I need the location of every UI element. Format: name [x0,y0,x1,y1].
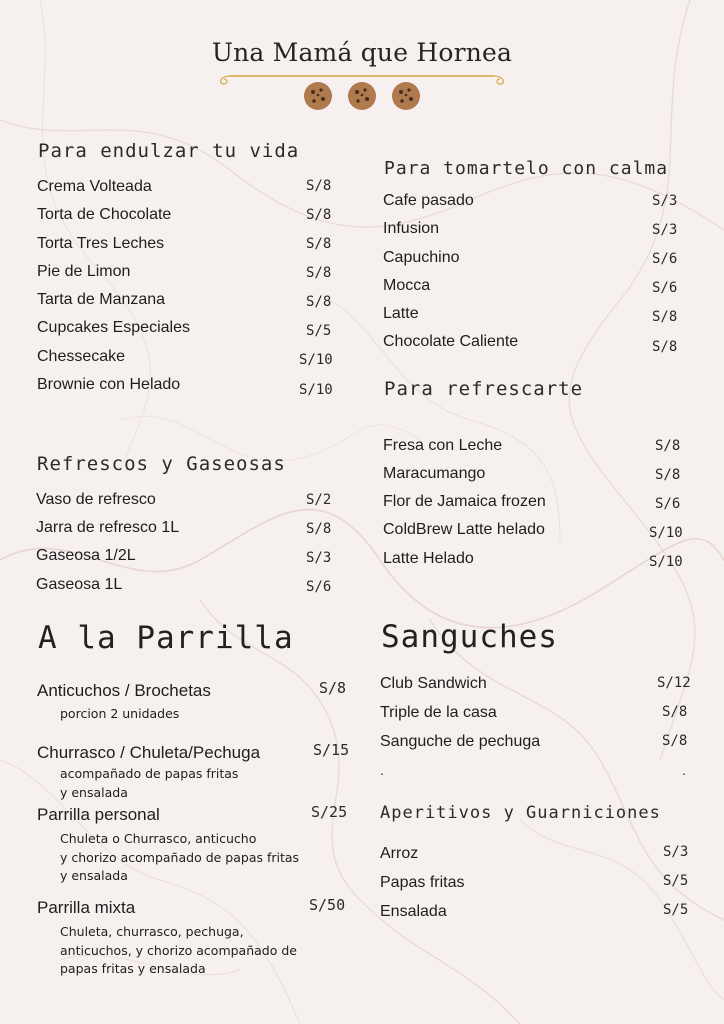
menu-item-name: Vaso de refresco [36,491,156,508]
menu-item-price: S/3 [663,844,689,860]
menu-item-price: S/6 [652,280,678,296]
menu-item-name: Ensalada [380,903,447,920]
menu-item-name: Sanguche de pechuga [380,733,541,750]
section-heading-frias: Para refrescarte [384,378,584,400]
menu-item-name: Maracumango [383,465,486,482]
menu-item-name: Latte [383,305,419,322]
menu-item-name: Tarta de Manzana [37,291,166,308]
menu-item-name: Fresa con Leche [383,437,503,454]
menu-item-price: S/10 [299,352,333,368]
section-heading-sanguches: Sanguches [381,619,558,655]
menu-item-price: S/5 [306,323,332,339]
menu-item-name: Pie de Limon [37,263,131,280]
menu-item-name: Parrilla personal [37,805,160,824]
menu-item-price: S/2 [306,492,332,508]
menu-item-price: S/8 [652,309,678,325]
menu-item-price: S/25 [311,803,348,821]
menu-item-price: S/3 [652,193,678,209]
menu-item-description: anticuchos, y chorizo acompañado de [60,943,297,958]
menu-item-name: Chocolate Caliente [383,333,519,350]
cookie-icon [348,82,376,110]
menu-item-name: Latte Helado [383,550,474,567]
menu-item-name: Capuchino [383,249,460,266]
menu-item-description: porcion 2 unidades [60,706,180,721]
menu-item-description: Chuleta o Churrasco, anticucho [60,831,257,846]
menu-item-name: Brownie con Helado [37,376,181,393]
menu-item-price: S/6 [306,579,332,595]
menu-item-name: Chessecake [37,348,126,365]
menu-item-price: S/3 [652,222,678,238]
menu-item-description: papas fritas y ensalada [60,961,206,976]
menu-item-name: Papas fritas [380,874,465,891]
menu-item-price: S/8 [306,207,332,223]
menu-item-price: S/8 [662,704,688,720]
section-heading-postres: Para endulzar tu vida [38,140,300,162]
menu-item-name: Jarra de refresco 1L [36,519,180,536]
cookie-icons [302,80,424,112]
menu-item-name: Triple de la casa [380,704,497,721]
menu-item-price: S/6 [652,251,678,267]
menu-item-price: S/15 [313,741,350,759]
menu-item-price: S/8 [306,265,332,281]
menu-item-price: S/5 [663,873,689,889]
menu-item-name: Flor de Jamaica frozen [383,493,546,510]
menu-item-price: S/3 [306,550,332,566]
menu-item-name: Crema Volteada [37,178,152,195]
menu-item-price: S/8 [662,733,688,749]
menu-item-description: y ensalada [60,785,128,800]
section-heading-calientes: Para tomartelo con calma [384,158,669,179]
menu-item-name: Cupcakes Especiales [37,319,190,336]
menu-item-name: Gaseosa 1/2L [36,547,136,564]
menu-item-name: Mocca [383,277,431,294]
menu-item-price: S/8 [655,438,681,454]
menu-item-name: Torta de Chocolate [37,206,172,223]
cookie-icon [392,82,420,110]
menu-item-name: Parrilla mixta [37,898,136,917]
menu-item-description: y chorizo acompañado de papas fritas [60,850,300,865]
menu-item-price: S/8 [652,339,678,355]
menu-item-price: S/6 [655,496,681,512]
menu-item-price: S/8 [655,467,681,483]
menu-item-price: S/8 [306,294,332,310]
menu-item-name: Arroz [380,845,419,862]
menu-item-name: Churrasco / Chuleta/Pechuga [37,743,261,762]
menu-item-price: S/50 [309,896,346,914]
menu-item-name: Cafe pasado [383,192,474,209]
menu-item-description: acompañado de papas fritas [60,766,239,781]
menu-item-price: S/8 [306,521,332,537]
placeholder-dot: . [682,762,686,778]
menu-item-description: Chuleta, churrasco, pechuga, [60,924,244,939]
menu-item-price: S/8 [306,178,332,194]
menu-item-name: Torta Tres Leches [37,235,165,252]
menu-item-name: Anticuchos / Brochetas [37,681,211,700]
section-heading-aperitivos: Aperitivos y Guarniciones [380,803,661,823]
menu-item-name: ColdBrew Latte helado [383,521,545,538]
cookie-icon [304,82,332,110]
menu-item-price: S/5 [663,902,689,918]
menu-item-name: Infusion [383,220,440,237]
menu-item-name: Gaseosa 1L [36,576,123,593]
menu-item-price: S/8 [319,679,347,697]
menu-item-description: y ensalada [60,868,128,883]
menu-item-name: Club Sandwich [380,675,487,692]
placeholder-dot: . [380,762,384,778]
menu-item-price: S/10 [299,382,333,398]
menu-item-price: S/10 [649,554,683,570]
section-heading-parrilla: A la Parrilla [38,620,294,656]
menu-item-price: S/12 [657,675,691,691]
section-heading-refrescos: Refrescos y Gaseosas [37,453,286,475]
menu-title: Una Mamá que Hornea [211,38,513,67]
menu-item-price: S/10 [649,525,683,541]
menu-item-price: S/8 [306,236,332,252]
